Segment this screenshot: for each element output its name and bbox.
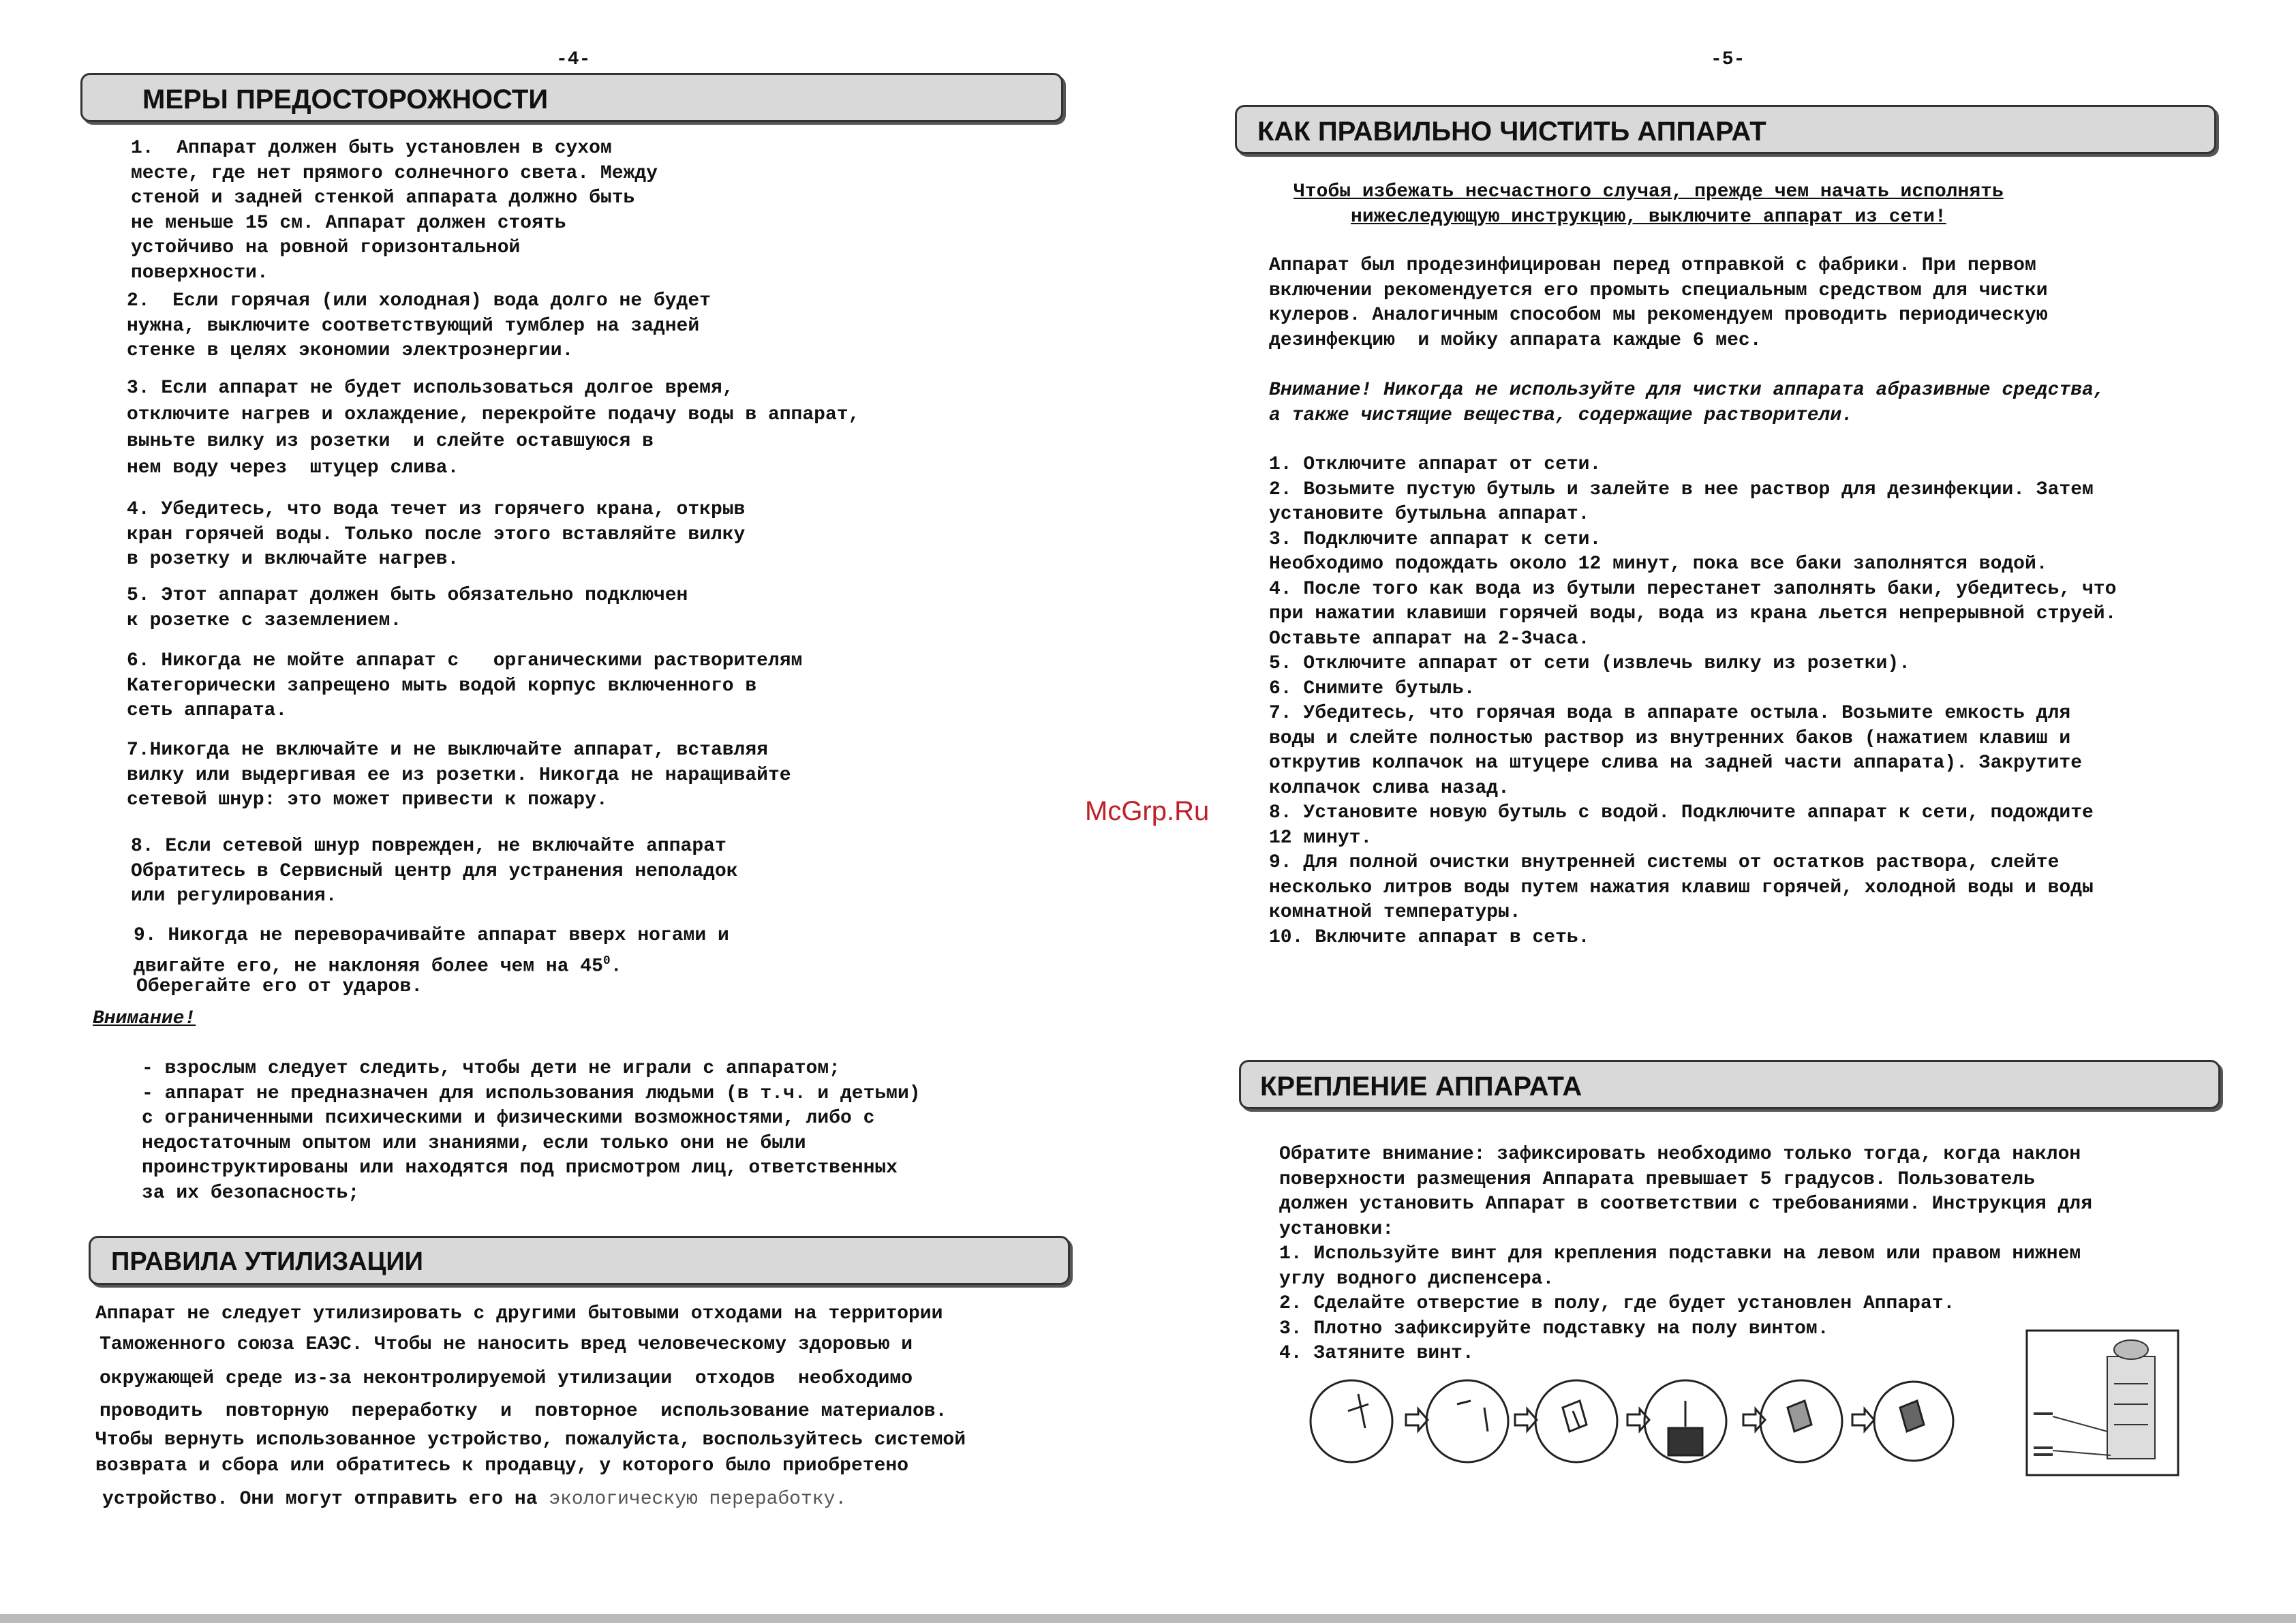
- disposal-line-2: Таможенного союза ЕАЭС. Чтобы не наносить вред человеческому здоровью и: [100, 1334, 913, 1355]
- cleaning-attention: Внимание! Никогда не используйте для чистки аппарата абразивные средства, а также чистящие вещества, содержащие растворители.: [1269, 380, 2105, 426]
- dispenser-mounting-figure: [2025, 1329, 2179, 1476]
- arrow-icon: [1852, 1409, 1874, 1431]
- precaution-item-4: 4. Убедитесь, что вода течет из горячего крана, открыв кран горячей воды. Только после этого вставляйте вилку в розетку и включайте нагрев.: [127, 499, 746, 570]
- precaution-item-9: [134, 924, 729, 979]
- cleaning-warning: Чтобы избежать несчастного случая, прежде чем начать исполнять нижеследующую инструкцию, выключите аппарат из сети!: [1294, 181, 2004, 228]
- installation-steps-diagram: [1300, 1374, 1955, 1476]
- disposal-line-4: проводить повторную переработку и повторное использование материалов.: [100, 1401, 947, 1422]
- precautions-title: МЕРЫ ПРЕДОСТОРОЖНОСТИ: [142, 85, 549, 115]
- page-number-right: -5-: [1711, 49, 1745, 70]
- disposal-header: [89, 1236, 1070, 1285]
- mounting-title: КРЕПЛЕНИЕ АППАРАТА: [1260, 1072, 1582, 1102]
- cleaning-intro: Аппарат был продезинфицирован перед отправкой с фабрики. При первом включении рекомендуется его промыть специальным средством для чистки кулеров. Аналогичным способом мы рекомендуем проводить периодическую дезинфекцию и мойку аппарата каждые 6 мес.: [1269, 255, 2048, 351]
- disposal-line-7: [102, 1487, 846, 1513]
- disposal-line-3: окружающей среде из-за неконтролируемой утилизации отходов необходимо: [100, 1368, 913, 1389]
- watermark: McGrp.Ru: [1085, 796, 1210, 826]
- page-number-left: -4-: [556, 49, 591, 70]
- precaution-item-3: 3. Если аппарат не будет использоваться долгое время, отключите нагрев и охлаждение, перекройте подачу воды в аппарат, выньте вилку из розетки и слейте оставшуюся в нем воду через штуцер слива.: [127, 378, 860, 479]
- cleaning-title: КАК ПРАВИЛЬНО ЧИСТИТЬ АППАРАТ: [1257, 117, 1766, 147]
- arrow-icon: [1515, 1409, 1537, 1431]
- attention-label: Внимание!: [93, 1008, 196, 1029]
- precautions-header: [80, 73, 1063, 122]
- step-circle-1: [1311, 1380, 1392, 1462]
- disposal-line-7-text: устройство. Они могут отправить его на: [102, 1489, 549, 1510]
- precaution-item-5: 5. Этот аппарат должен быть обязательно подключен к розетке с заземлением.: [127, 585, 688, 631]
- disposal-line-5: Чтобы вернуть использованное устройство, пожалуйста, воспользуйтесь системой: [95, 1429, 966, 1451]
- disposal-line-1: Аппарат не следует утилизировать с другими бытовыми отходами на территории: [95, 1303, 943, 1324]
- disposal-title: ПРАВИЛА УТИЛИЗАЦИИ: [111, 1247, 423, 1276]
- precaution-item-9-text: 9. Никогда не переворачивайте аппарат вверх ногами и двигайте его, не наклоняя более чем на 45: [134, 925, 729, 977]
- cleaning-header: [1235, 105, 2216, 154]
- precaution-item-6: 6. Никогда не мойте аппарат с органическими растворителям Категорически запрещено мыть водой корпус включенного в сеть аппарата.: [127, 650, 803, 721]
- bottom-rule: [0, 1614, 2296, 1623]
- precaution-item-7: 7.Никогда не включайте и не выключайте аппарат, вставляя вилку или выдергивая ее из розетки. Никогда не наращивайте сетевой шнур: это может привести к пожару.: [127, 740, 791, 810]
- disposal-line-6: возврата и сбора или обратитесь к продавцу, у которого было приобретено: [95, 1455, 908, 1476]
- degree-mark: 0: [602, 954, 611, 968]
- arrow-icon: [1406, 1409, 1428, 1431]
- precaution-item-2: 2. Если горячая (или холодная) вода долго не будет нужна, выключите соответствующий тумблер на задней стенке в целях экономии электроэнергии.: [127, 290, 711, 361]
- precaution-item-8: 8. Если сетевой шнур поврежден, не включайте аппарат Обратитесь в Сервисный центр для устранения неполадок или регулирования.: [131, 836, 738, 907]
- precaution-item-1: 1. Аппарат должен быть установлен в сухом месте, где нет прямого солнечного света. Между стеной и задней стенкой аппарата должно быть не меньше 15 см. Аппарат должен стоять устойчиво на ровной горизонтальной поверхности.: [131, 138, 658, 284]
- mounting-header: [1239, 1060, 2220, 1109]
- precaution-item-9-end: .: [610, 955, 622, 977]
- attention-text: - взрослым следует следить, чтобы дети не играли с аппаратом; - аппарат не предназначен для использования людьми (в т.ч. и детьми) с ограниченными психическими и физическими возможностями, либо с недостаточным опытом или знаниями, если только они не были проинструктированы или находятся под присмотром лиц, ответственных за их безопасность;: [142, 1058, 921, 1204]
- recycle-phrase: экологическую переработку.: [549, 1489, 847, 1510]
- cleaning-steps: 1. Отключите аппарат от сети. 2. Возьмите пустую бутыль и залейте в нее раствор для дезинфекции. Затем установите бутыльна аппарат. 3. Подключите аппарат к сети. Необходимо подождать около 12 минут, пока все баки заполнятся водой. 4. После того как вода из бутыли перестанет заполнять баки, убедитесь, что при нажатии клавиши горячей воды, вода из крана льется непрерывной струей. Оставьте аппарат на 2-3часа. 5. Отключите аппарат от сети (извлечь вилку из розетки). 6. Снимите бутыль. 7. Убедитесь, что горячая вода в аппарате остыла. Возьмите емкость для воды и слейте полностью раствор из внутренних баков (нажатием клавиш и открутив колпачок на штуцере слива на задней части аппарата). Закрутите колпачок слива назад. 8. Установите новую бутыль с водой. Подключите аппарат к сети, подождите 12 минут. 9. Для полной очистки внутренней системы от остатков раствора, слейте несколько литров воды путем нажатия клавиш горячей, холодной воды и воды комнатной температуры. 10. Включите аппарат в сеть.: [1269, 454, 2117, 948]
- mounting-text: Обратите внимание: зафиксировать необходимо только тогда, когда наклон поверхности размещения Аппарата превышает 5 градусов. Пользователь должен установить Аппарат в соответствии с требованиями. Инструкция для установки: 1. Используйте винт для крепления подставки на левом или правом нижнем углу водного диспенсера. 2. Сделайте отверстие в полу, где будет установлен Аппарат. 3. Плотно зафиксируйте подставку на полу винтом. 4. Затяните винт.: [1279, 1144, 2092, 1364]
- precaution-item-9-note: Оберегайте его от ударов.: [136, 976, 423, 997]
- step-circle-2: [1426, 1380, 1508, 1462]
